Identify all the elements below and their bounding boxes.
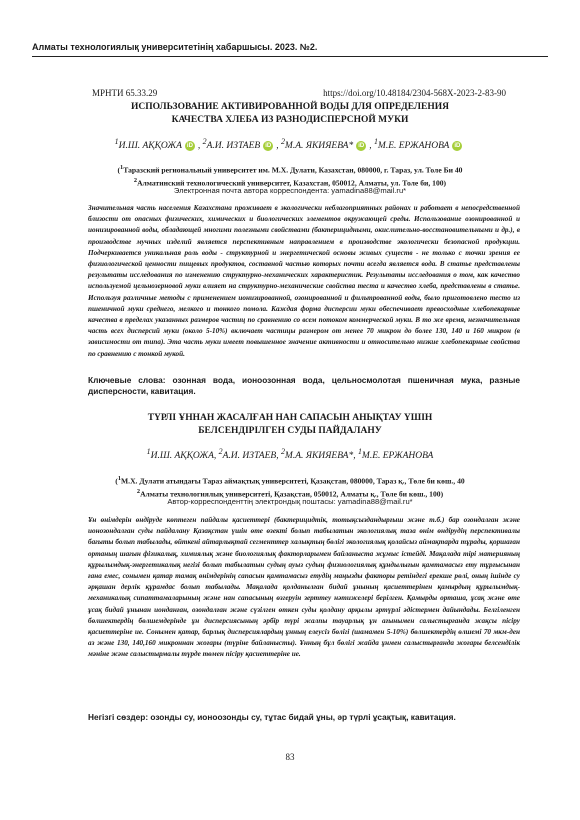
ru-author2-sup: 2: [202, 137, 207, 146]
ru-author1-name: И.Ш. АҚҚОЖА: [118, 141, 182, 152]
kz-affiliation-2: $^2$Алматы технологиялық университеті, Қазақстан, 050012, Алматы қ., Төле би көш., 100): [136, 487, 444, 499]
ru-email: Электронная почта автора корреспондента: yamadina88@mail.ru*: [173, 186, 407, 195]
ru-abstract: Значительная часть населения Казахстана проживает в экологически неблагоприятных районах и работает в непосредственной близости от опасных физических, химических и биологических элементов окружающей среды. Использование озонированной и ионизированной воды, обладающей многими полезными свойствами (бактерицидными, окислительно-восстановительными и др.), в производстве мучных изделий является перспективным направлением в производстве экологически безопасной продукции. Подчеркивается уникальная роль воды - структурной и энергетической основы живых существ - не только с точки зрения ее физиологической ценности пищевых продуктов, составной частью которых почти всегда является вода. В статье представлены результаты исследования по изменению структурно-механических характеристик. Результаты исследования о том, как качество используемой цельнозерновой муки влияет на структурно-механические свойства теста и качество хлеба, представлены в статье. Используя различные методы с применением ионизированной, озонированной и фильтрованной воды, было приготовлено тесто из пшеничной муки среднего, мелкого и тонкого помола. Каждая форма дисперсии муки обеспечивает превосходные хлебопекарные качества в пределах указанных размеров частиц по сравнению со всем потоком коммерческой муки. В то же время, незначительная часть всех дисперсий муки (около 5-10%) включает частицы размером от менее 70 микрон до более 130, 140 и 160 микрон (в зависимости от типа). Эта часть муки имеет повышенное значение активности и относительно низкие хлебопекарные свойства по сравнению с тонкой мукой.: [88, 204, 520, 358]
kz-title: [60, 412, 520, 438]
ru-title: [60, 101, 520, 127]
page-number: 83: [285, 752, 295, 762]
ru-affiliation-1: ($^1$Таразский региональный университет им. М.Х. Дулати, Казахстан, 080000, г. Тараз, ул. Толе Би 40: [117, 164, 463, 175]
ru-author4-name: М.Е. ЕРЖАНОВА: [377, 141, 450, 152]
doi-link[interactable]: https://doi.org/10.48184/2304-568X-2023-2-83-90: [323, 88, 506, 98]
ru-keywords: Ключевые слова: озонная вода, ионоозонная вода, цельносмолотая пшеничная мука, разные дисперсности, кавитация.: [88, 375, 520, 396]
ru-author4-sup: 1: [373, 137, 378, 146]
journal-header: Алматы технологиялық университетінің хабаршысы. 2023. №2.: [32, 42, 318, 52]
ru-title-line1: ИСПОЛЬЗОВАНИЕ АКТИВИРОВАННОЙ ВОДЫ ДЛЯ ОПРЕДЕЛЕНИЯ: [131, 102, 449, 112]
kz-author3-sup: 2: [280, 447, 285, 456]
kz-author1-name: И.Ш. АҚҚОЖА: [150, 451, 214, 462]
kz-author4-name: М.Е. ЕРЖАНОВА: [361, 451, 434, 462]
kz-keywords: Негізгі сөздер: озонды су, ионоозонды су, тұтас бидай ұны, әр түрлі ұсақтық, кавитация.: [88, 712, 456, 722]
kz-affiliations: [60, 474, 520, 499]
ru-author2-name: А.И. ИЗТАЕВ: [206, 141, 261, 152]
kz-author1-sup: 1: [146, 447, 151, 456]
mrnti-code: МРНТИ 65.33.29: [92, 88, 158, 98]
ru-authors: $^1$И.Ш. АҚҚОЖА iD , $^2$А.И. ИЗТАЕВ iD , $^2$М.А. ЯКИЯЕВА* iD , $^1$М.Е. ЕРЖАНОВА iD: [114, 137, 461, 152]
ru-author3-name: М.А. ЯКИЯЕВА*: [284, 141, 354, 152]
kz-aff1-text: М.Х. Дулати атындағы Тараз аймақтық университеті, Қазақстан, 080000, Тараз қ., Төле би көш., 40: [121, 476, 465, 486]
orcid-icon[interactable]: iD: [454, 142, 461, 149]
kz-author2-name: А.И. ИЗТАЕВ: [222, 451, 277, 462]
ru-author1-sup: 1: [114, 137, 119, 146]
ru-author3-sup: 2: [280, 137, 285, 146]
ru-title-line2: КАЧЕСТВА ХЛЕБА ИЗ РАЗНОДИСПЕРСНОЙ МУКИ: [171, 115, 409, 125]
kz-affiliation-1: ($^1$М.Х. Дулати атындағы Тараз аймақтық университеті, Қазақстан, 080000, Тараз қ., Төле би көш., 40: [115, 475, 465, 486]
ru-aff2-text: Алматинский технологический университет, Казахстан, 050012, Алматы, ул. Толе би, 100): [137, 178, 447, 188]
header-divider: [32, 56, 548, 57]
orcid-icon[interactable]: iD: [358, 142, 365, 149]
kz-abstract: Ұн өнімдерін өндіруде көптеген пайдалы қасиеттері (бактерицидтік, тотықсыздандырғыш және т.б.) бар озондалған және ионозондалған суды пайдалану Қазақстан үшін өте өзекті болып табылатын экологиялық таза өнім өндірудің перспективалы бағыты болып табылады, өйткені айтарлықтай сегменттер халықтың бөлігі экологиялық қолайсыз аймақтарда тұрады, қоршаған ортаның шағын фізикалық, химиялық және биологиялық факторларымен байланыста жұмыс істейді. Мақалада тірі материяның құрылымдық-энергетикалық негізі болып табылатын судың ауыз судың физиологиялық құндылығын қамтамасыз ету тұрғысынан ғана емес, сонымен қатар тамақ өнімдерінің сапасын қамтамасыз етудің маңызды факторы ретіндегі ерекше рөлі, оның ішінде су әрқашан дерлік құрамдас болып табылады. Мақалада қолданылған бидай ұнының қасиеттерінен қамырдың құрылымдық-механикалық сипаттамаларының және нан сапасының өзгеруін зерттеу нәтижелері берілген. Қамырды орташа, ұсақ және өте ұсақ бидай ұнынан ионданған, озондалған және сүзілген өткен суды қолдану арқылы әртүрлі әдістермен дайындады. Белгіленген бөлшектердің бөлшемдерінде ұн дисперсиясының әрбір түрі жалпы тауарлық ұн ағынымен салыстырғанда жақсы пісіру қасиеттеріне ие. Сонымен қатар, барлық дисперсиялардың ұнның елеусіз бөлігі (шамамен 5-10%) бөлшектердің өлшемі 70 мкм-ден аз және 130, 140,160 микроннан жоғары (түріне байланысты). Ұнның бұл бөлігі жайда ұнмен салыстырғанда жоғары белсенділік мәніне және салыстырмалы түрде төмен пісіру қасиеттеріне ие.: [88, 516, 520, 659]
kz-title-line1: ТҮРЛІ ҰННАН ЖАСАЛҒАН НАН САПАСЫН АНЫҚТАУ ҮШІН: [147, 413, 433, 423]
kz-author4-sup: 1: [357, 447, 362, 456]
kz-author3-name: М.А. ЯКИЯЕВА*: [284, 451, 354, 462]
orcid-icon[interactable]: iD: [186, 142, 193, 149]
kz-authors: $^1$И.Ш. АҚҚОЖА, $^2$А.И. ИЗТАЕВ, $^2$М.А. ЯКИЯЕВА*, $^1$М.Е. ЕРЖАНОВА: [146, 447, 434, 462]
ru-aff1-text: Таразский региональный университет им. М.Х. Дулати, Казахстан, 080000, г. Тараз, ул. Толе Би 40: [123, 165, 463, 175]
ru-affiliations: [60, 163, 520, 188]
kz-title-line2: БЕЛСЕНДІРІЛГЕН СУДЫ ПАЙДАЛАНУ: [198, 426, 382, 436]
kz-email: Автор-корреспонденттің электрондық поштасы: yamadina88@mail.ru*: [167, 497, 413, 506]
kz-author2-sup: 2: [218, 447, 223, 456]
orcid-icon[interactable]: iD: [265, 142, 272, 149]
kz-aff2-text: Алматы технологиялық университеті, Қазақстан, 050012, Алматы қ., Төле би көш., 100): [140, 489, 444, 499]
ru-affiliation-2: $^2$Алматинский технологический университет, Казахстан, 050012, Алматы, ул. Толе би, 100): [133, 176, 447, 188]
